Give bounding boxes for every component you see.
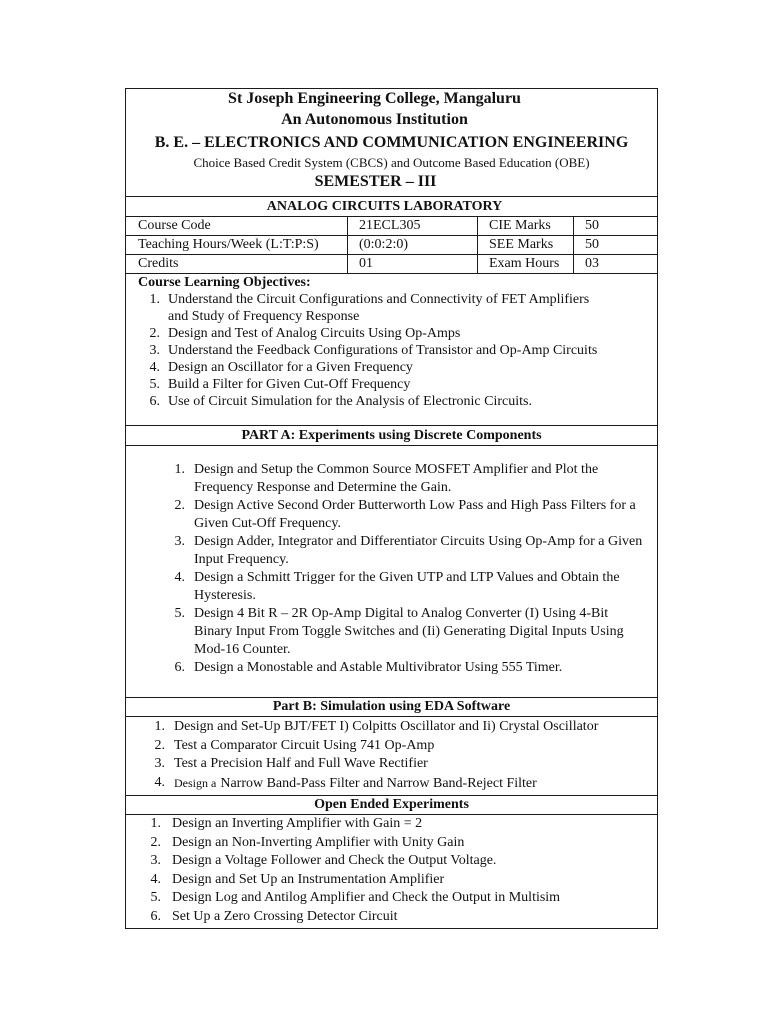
item-text: Design an Non-Inverting Amplifier with Unity Gain: [172, 834, 465, 850]
item-text: Design an Inverting Amplifier with Gain = 2: [172, 816, 423, 831]
course-info-row: [126, 236, 657, 255]
item-number: 1.: [150, 816, 161, 831]
course-title: ANALOG CIRCUITS LABORATORY: [126, 197, 657, 217]
item-text: Narrow Band-Pass Filter and Narrow Band-Reject Filter: [220, 775, 537, 791]
experiment-item: [161, 605, 657, 659]
course-info-row: [126, 217, 657, 236]
item-text-group: [174, 774, 657, 794]
experiment-item: [161, 569, 657, 605]
program-title: B. E. – ELECTRONICS AND COMMUNICATION ENGINEERING: [154, 134, 629, 151]
item-number: 2.: [150, 834, 161, 850]
item-number: 1.: [174, 462, 185, 477]
item-text: Build a Filter for Given Cut-Off Frequency: [168, 377, 411, 392]
item-text: Design 4 Bit R – 2R Op-Amp Digital to Analog Converter (I) Using 4-Bit Binary Input From Toggle Switches and (Ii) Generating Digital Inputs Using Mod-16 Counter.: [194, 606, 624, 657]
item-number: 1.: [154, 719, 165, 734]
objective-item: [136, 393, 657, 410]
objectives-heading: Course Learning Objectives:: [138, 275, 311, 290]
item-text: Test a Precision Half and Full Wave Rectifier: [174, 756, 428, 771]
experiment-item: [137, 871, 657, 890]
scheme-line: Choice Based Credit System (CBCS) and Outcome Based Education (OBE): [193, 155, 590, 170]
cie-marks-value: 50: [585, 218, 599, 233]
objective-item: [136, 325, 657, 342]
course-info-row: [126, 255, 657, 274]
open-ended-section: [126, 815, 657, 928]
open-ended-list: [126, 815, 657, 927]
item-number: 5.: [149, 377, 160, 392]
item-number: 2.: [149, 326, 160, 341]
credits-label: Credits: [126, 255, 348, 273]
item-number: 6.: [150, 908, 161, 924]
cie-marks-label: CIE Marks: [478, 217, 574, 235]
item-number: 4.: [174, 570, 185, 585]
see-marks-label: SEE Marks: [478, 236, 574, 254]
part-b-heading: Part B: Simulation using EDA Software: [126, 698, 657, 717]
experiment-item: [141, 774, 657, 794]
exam-hours-value: 03: [585, 256, 599, 271]
part-a-section: [126, 446, 657, 698]
item-text: Design and Set Up an Instrumentation Amplifier: [172, 871, 445, 887]
item-text: Design a Monostable and Astable Multivibrator Using 555 Timer.: [194, 660, 563, 675]
item-text: Design a Schmitt Trigger for the Given UTP and LTP Values and Obtain the Hysteresis.: [194, 570, 620, 603]
objective-item: [136, 291, 657, 325]
course-code-label: Course Code: [126, 217, 348, 235]
exam-hours-label: Exam Hours: [478, 255, 574, 273]
open-ended-heading: Open Ended Experiments: [126, 796, 657, 815]
item-number: 3.: [174, 534, 185, 549]
item-text: Design Adder, Integrator and Differentiator Circuits Using Op-Amp for a Given Input Frequency.: [194, 534, 643, 567]
experiment-item: [141, 718, 657, 737]
item-text: Set Up a Zero Crossing Detector Circuit: [172, 908, 398, 924]
item-number: 4.: [154, 774, 165, 790]
item-text: Understand the Feedback Configurations of Transistor and Op-Amp Circuits: [168, 343, 598, 358]
experiment-item: [137, 889, 657, 908]
item-text: Design and Setup the Common Source MOSFET Amplifier and Plot the Frequency Response and Determine the Gain.: [194, 462, 599, 495]
part-b-section: [126, 717, 657, 796]
experiment-item: [137, 908, 657, 927]
course-objectives: [126, 274, 657, 426]
item-text: Use of Circuit Simulation for the Analysis of Electronic Circuits.: [168, 394, 532, 409]
institution-header: [126, 89, 657, 197]
teaching-hours-label: Teaching Hours/Week (L:T:P:S): [126, 236, 348, 254]
item-text: Design Active Second Order Butterworth Low Pass and High Pass Filters for a Given Cut-Off Frequency.: [194, 498, 636, 531]
item-number: 6.: [174, 660, 185, 675]
objective-item: [136, 359, 657, 376]
experiment-item: [141, 755, 657, 774]
item-text: Design a Voltage Follower and Check the Output Voltage.: [172, 853, 497, 869]
experiment-item: [141, 737, 657, 756]
item-text: Design Log and Antilog Amplifier and Check the Output in Multisim: [172, 890, 561, 906]
item-number: 4.: [149, 360, 160, 375]
part-a-list: [126, 461, 657, 677]
item-number: 2.: [154, 737, 165, 753]
experiment-item: [137, 834, 657, 853]
experiment-item: [161, 533, 657, 569]
experiment-item: [161, 461, 657, 497]
item-text: Design and Set-Up BJT/FET I) Colpitts Oscillator and Ii) Crystal Oscillator: [174, 719, 599, 734]
item-number: 6.: [149, 394, 160, 409]
objective-item: [136, 376, 657, 393]
item-number: 3.: [154, 756, 165, 771]
item-text: Design and Test of Analog Circuits Using Op-Amps: [168, 326, 461, 341]
objectives-list: [126, 291, 657, 410]
part-a-heading: PART A: Experiments using Discrete Components: [126, 426, 657, 446]
item-number: 2.: [174, 498, 185, 513]
item-text: Test a Comparator Circuit Using 741 Op-Amp: [174, 737, 435, 753]
item-text-prefix: Design a: [174, 775, 217, 790]
semester-label: SEMESTER – III: [314, 173, 437, 190]
item-number: 5.: [150, 890, 161, 906]
course-code-value: 21ECL305: [348, 217, 478, 235]
item-number: 1.: [149, 292, 160, 307]
item-number: 3.: [150, 853, 161, 869]
institution-status: An Autonomous Institution: [281, 111, 468, 128]
item-number: 4.: [150, 871, 161, 887]
experiment-item: [137, 815, 657, 834]
see-marks-value: 50: [585, 237, 599, 252]
syllabus-table: [125, 88, 658, 929]
objective-item: [136, 342, 657, 359]
experiment-item: [161, 659, 657, 677]
teaching-hours-value: (0:0:2:0): [348, 236, 478, 254]
part-b-list: [126, 718, 657, 793]
item-number: 3.: [149, 343, 160, 358]
college-name: St Joseph Engineering College, Mangaluru: [228, 90, 521, 107]
item-text: Design an Oscillator for a Given Frequency: [168, 360, 413, 375]
experiment-item: [137, 852, 657, 871]
experiment-item: [161, 497, 657, 533]
item-number: 5.: [174, 606, 185, 621]
credits-value: 01: [348, 255, 478, 273]
item-text: Understand the Circuit Configurations and Connectivity of FET Amplifiers and Study of Frequency Response: [168, 292, 590, 324]
